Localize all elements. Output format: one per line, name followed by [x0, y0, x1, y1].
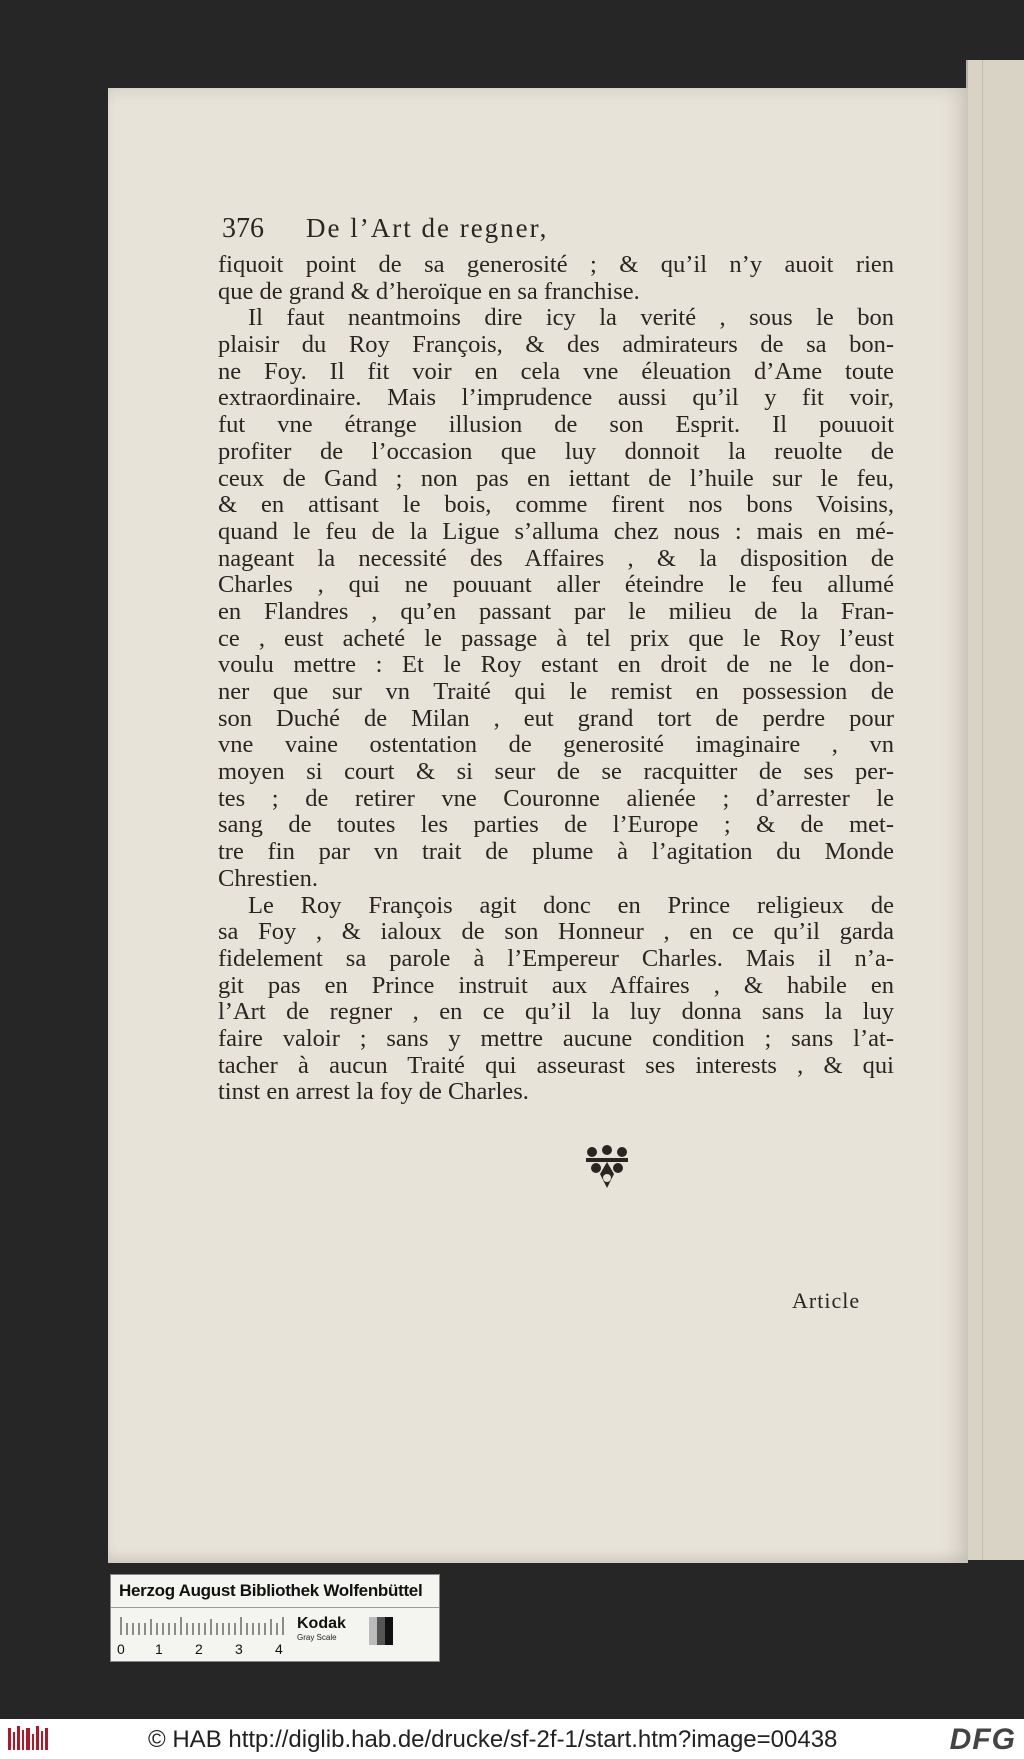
text-line: l’Art de regner , en ce qu’il la luy donna sans la luy: [218, 998, 894, 1026]
gray-scale-label: Gray Scale: [297, 1633, 337, 1642]
text-line: Chrestien.: [218, 864, 319, 892]
scale-number: 3: [235, 1641, 243, 1657]
text-line: tes ; de retirer vne Couronne alienée ; d’arrester le: [218, 784, 894, 812]
page-number: 376: [222, 213, 264, 244]
text-line: ce , eust acheté le passage à tel prix que le Roy l’eust: [218, 624, 894, 652]
text-line: & en attisant le bois, comme firent nos bons Voisins,: [218, 491, 894, 519]
text-line: extraordinaire. Mais l’imprudence aussi qu’il y fit voir,: [218, 384, 894, 412]
scale-number: 2: [195, 1641, 203, 1657]
text-line: sang de toutes les parties de l’Europe ; & de met-: [218, 811, 894, 839]
text-line: git pas en Prince instruit aux Affaires , & habile en: [218, 971, 894, 999]
text-line: moyen si court & si seur de se racquitter de ses per-: [218, 758, 894, 786]
text-line: ner que sur vn Traité qui le remist en possession de: [218, 678, 894, 705]
adjacent-page-edge: [966, 60, 1024, 1560]
text-line: voulu mettre : Et le Roy estant en droit de ne le don-: [218, 651, 894, 679]
text-line: plaisir du Roy François, & des admirateurs de sa bon-: [218, 331, 894, 359]
text-line: tacher à aucun Traité qui asseurast ses interests , & qui: [218, 1051, 894, 1079]
text-line: Charles , qui ne pouuant aller éteindre le feu allumé: [218, 571, 894, 599]
text-line: nageant la necessité des Affaires , & la disposition de: [218, 544, 894, 572]
catchword: Article: [792, 1288, 861, 1313]
text-line: sa Foy , & ialoux de son Honneur , en ce qu’il garda: [218, 918, 894, 946]
text-line: son Duché de Milan , eut grand tort de perdre pour: [218, 704, 894, 732]
text-line: que de grand & d’heroïque en sa franchise.: [218, 277, 640, 305]
hab-barcode-logo-icon: [8, 1726, 48, 1752]
text-line: profiter de l’occasion que luy donnoit la reuolte de: [218, 437, 894, 465]
text-line: fiquoit point de sa generosité ; & qu’il n’y auoit rien: [218, 251, 894, 278]
scale-number: 1: [155, 1641, 163, 1657]
dfg-logo: DFG: [949, 1723, 1016, 1756]
footer-bar: [0, 1719, 1024, 1759]
library-name: Herzog August Bibliothek Wolfenbüttel: [119, 1581, 423, 1600]
text-line: quand le feu de la Ligue s’alluma chez nous : mais en mé-: [218, 517, 894, 545]
ruler-scale-icon: [119, 1615, 289, 1637]
scale-number: 4: [275, 1641, 283, 1657]
fleuron-ornament-icon: [582, 1144, 632, 1192]
body-text: [218, 252, 894, 1106]
scale-number: 0: [117, 1641, 125, 1657]
text-line: en Flandres , qu’en passant par le milieu de la Fran-: [218, 597, 894, 625]
text-line: Le Roy François agit donc en Prince religieux de: [248, 891, 894, 919]
text-line: ceux de Gand ; non pas en iettant de l’huile sur le feu,: [218, 464, 894, 492]
text-line: vne vaine ostentation de generosité imaginaire , vn: [218, 731, 894, 759]
kodak-brand: Kodak: [297, 1615, 346, 1632]
text-line: tinst en arrest la foy de Charles.: [218, 1078, 529, 1106]
copyright-url: © HAB http://diglib.hab.de/drucke/sf-2f-1/start.htm?image=00438: [148, 1726, 838, 1753]
gray-swatch-icon: [369, 1617, 393, 1645]
card-divider: [111, 1607, 439, 1608]
text-line: faire valoir ; sans y mettre aucune condition ; sans l’at-: [218, 1024, 894, 1052]
text-line: Il faut neantmoins dire icy la verité , sous le bon: [248, 304, 894, 332]
library-color-card: [110, 1574, 440, 1662]
running-head: De l’Art de regner,: [306, 213, 549, 243]
text-line: fut vne étrange illusion de son Esprit. Il pouuoit: [218, 411, 894, 439]
text-line: fidelement sa parole à l’Empereur Charles. Mais il n’a-: [218, 944, 894, 972]
text-line: ne Foy. Il fit voir en cela vne éleuation d’Ame toute: [218, 357, 894, 385]
text-line: tre fin par vn trait de plume à l’agitation du Monde: [218, 838, 894, 866]
